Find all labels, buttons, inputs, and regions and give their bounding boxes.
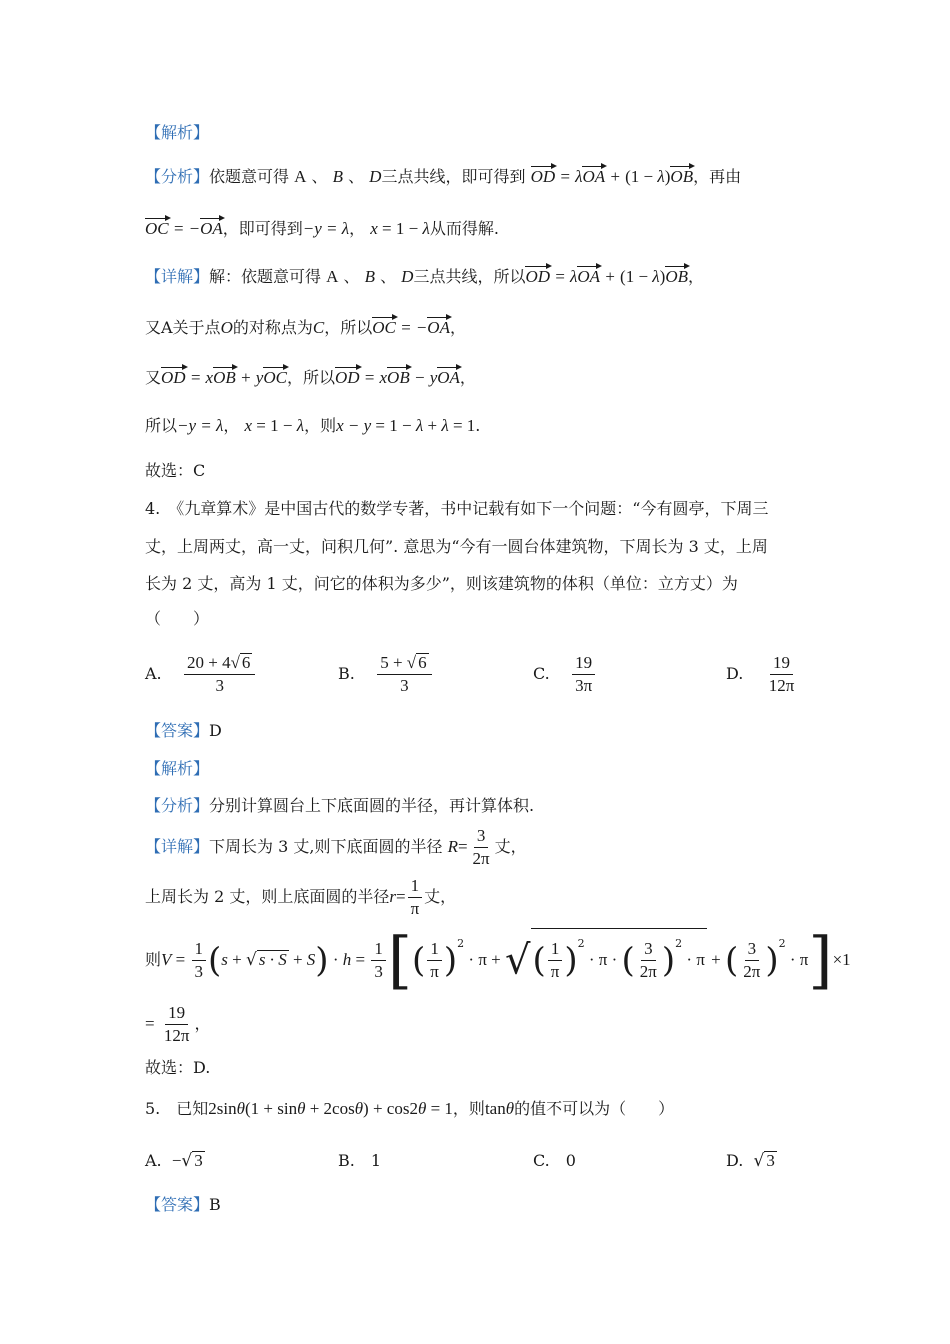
- q5-option-b: B. 1: [338, 1151, 382, 1170]
- q5-answer: 【答案】B: [145, 1195, 221, 1214]
- q4-stem-line1: 4. 《九章算术》是中国古代的数学专著，书中记载有如下一个问题：“今有圆亭，下周三: [145, 499, 769, 518]
- q5-stem: 5. 已知2sinθ(1 + sinθ + 2cosθ) + cos2θ = 1，则tanθ的值不可以为（ ）: [145, 1099, 675, 1118]
- q3-detail-line4: 所以−y = λ， x = 1 − λ，则x − y = 1 − λ + λ = 1.: [145, 416, 481, 435]
- q4-option-b: B. $\frac{5 + √ 6}{3}$: [338, 653, 434, 696]
- q5-option-c: C. 0: [533, 1151, 576, 1170]
- analysis-heading: 【解析】: [145, 123, 210, 142]
- q3-detail-line2: 又A关于点O的对称点为C，所以OC = −OA，: [145, 318, 466, 337]
- q4-analysis-heading: 【解析】: [145, 759, 210, 778]
- q4-result: = $\frac{19}{12\pi}$ ，: [145, 1003, 211, 1045]
- q4-choice: 故选：D.: [145, 1058, 211, 1077]
- q4-volume-formula: 则V = $\frac{1}{3}$ (s + √ s · S + S) · h = $\frac{1}{3}$ [( $\frac{1}{\pi}$ )$^2$ · π + √( $\frac{1}{\pi}$ )$^2$ · π · ( $\frac{3}{2\pi}$ )$^2$ · π + ( $\frac{3}{2\pi}$ )$^2$ · π]×1: [145, 923, 851, 997]
- q5-option-d: D. √ 3: [726, 1151, 775, 1171]
- q4-stem-line3: 长为 2 丈，高为 1 丈，问它的体积为多少”，则该建筑物的体积（单位：立方丈）为: [145, 574, 738, 593]
- q3-choice: 故选：C: [145, 461, 206, 480]
- q4-paren: （ ）: [145, 609, 210, 628]
- q4-option-d: D. $\frac{19}{12\pi}$: [726, 653, 795, 695]
- q3-fenxi-line1: 【分析】依题意可得 A 、 B 、 D三点共线，即可得到 OD = λOA + (1 − λ)OB，再由: [145, 167, 742, 186]
- q4-fenxi: 【分析】分别计算圆台上下底面圆的半径，再计算体积.: [145, 796, 535, 815]
- q4-option-c: C. $\frac{19}{3\pi}$: [533, 653, 597, 696]
- q4-stem-line2: 丈，上周两丈，高一丈，问积几何”. 意思为“今有一圆台体建筑物，下周长为 3 丈，上周: [145, 537, 768, 556]
- q4-detail-line1: 【详解】下周长为 3 丈,则下底面圆的半径 R= $\frac{3}{2\pi}$ 丈，: [145, 826, 527, 868]
- q4-option-a: A. $\frac{20 + 4√ 6}{3}$: [145, 653, 257, 696]
- q5-option-a: A. −√ 3: [145, 1151, 203, 1171]
- q4-answer: 【答案】D: [145, 721, 222, 740]
- q3-detail-line3: 又OD = xOB + yOC，所以OD = xOB − yOA，: [145, 368, 476, 387]
- q4-detail-line2: 上周长为 2 丈，则上底面圆的半径r= $\frac{1}{\pi}$ 丈，: [145, 876, 457, 918]
- q3-detail-line1: 【详解】解：依题意可得 A 、 B 、 D三点共线，所以OD = λOA + (1 − λ)OB，: [145, 267, 705, 286]
- q3-fenxi-line2: OC = −OA，即可得到−y = λ， x = 1 − λ从而得解.: [145, 219, 499, 238]
